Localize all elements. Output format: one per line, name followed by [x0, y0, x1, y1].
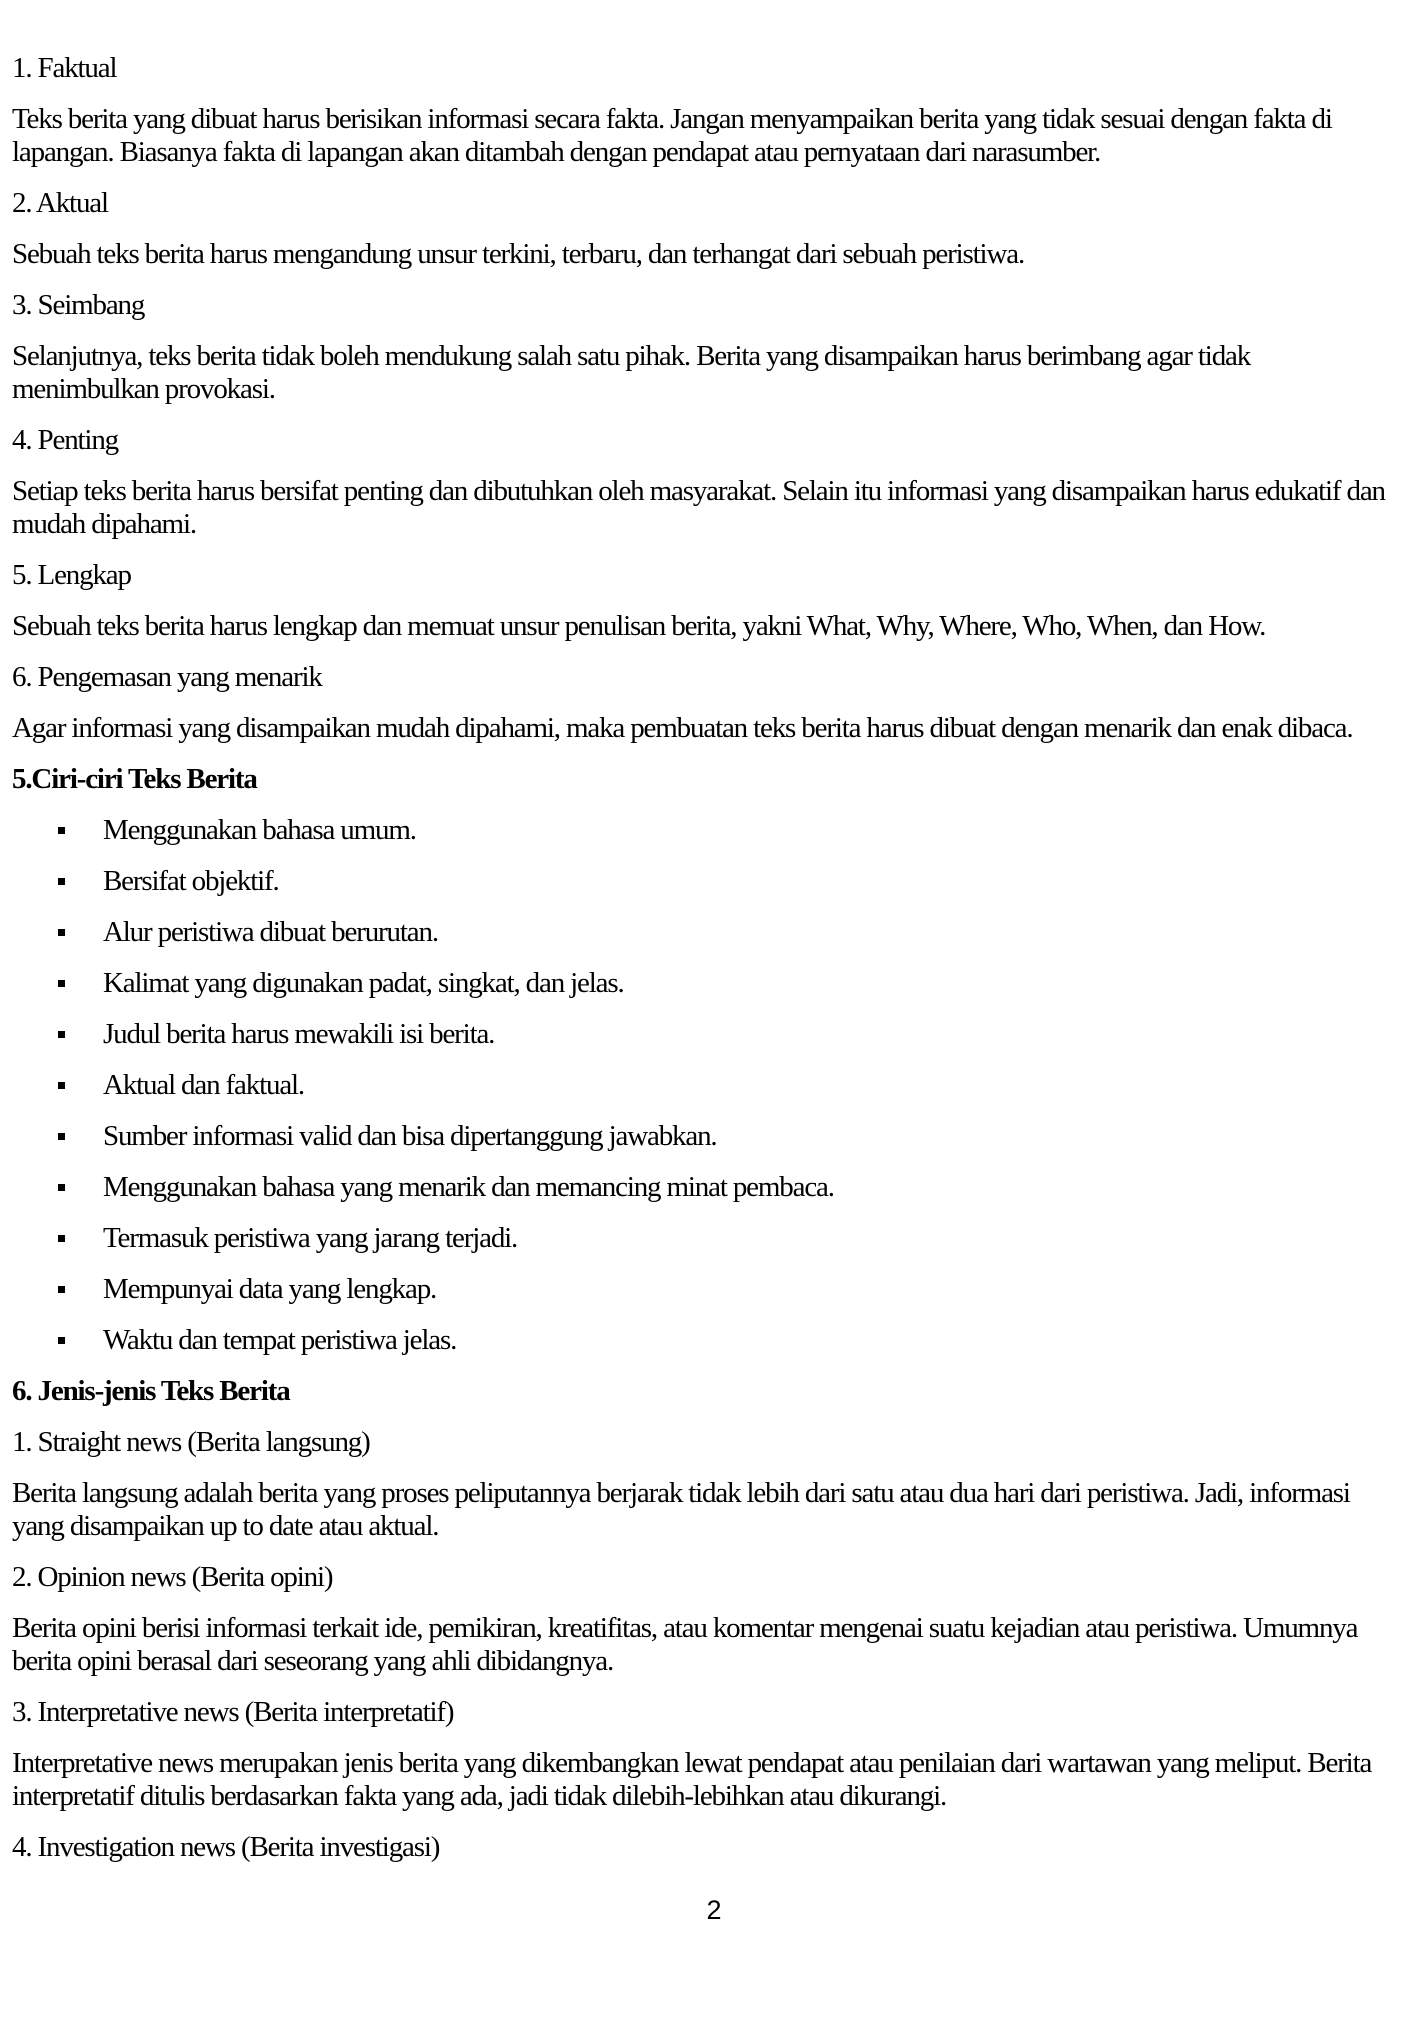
ciri-bullet-list	[12, 814, 1402, 1357]
bullet-item: Menggunakan bahasa yang menarik dan memancing minat pembaca.	[12, 1171, 1402, 1204]
bullet-item: Menggunakan bahasa umum.	[12, 814, 1402, 847]
news-type-body: Berita opini berisi informasi terkait ide, pemikiran, kreatifitas, atau komentar mengenai suatu kejadian atau peristiwa. Umumnya berita opini berasal dari seseorang yang ahli dibidangnya.	[12, 1612, 1358, 1677]
bullet-item: Kalimat yang digunakan padat, singkat, dan jelas.	[12, 967, 1402, 1000]
bullet-item: Mempunyai data yang lengkap.	[12, 1273, 1402, 1306]
criteria-item-body: Teks berita yang dibuat harus berisikan informasi secara fakta. Jangan menyampaikan berita yang tidak sesuai dengan fakta di lapangan. Biasanya fakta di lapangan akan ditambah dengan pendapat atau pernyataan dari narasumber.	[12, 103, 1332, 168]
bullet-item: Bersifat objektif.	[12, 865, 1402, 898]
criteria-item-body: Agar informasi yang disampaikan mudah dipahami, maka pembuatan teks berita harus dibuat dengan menarik dan enak dibaca.	[12, 712, 1353, 744]
bullet-item: Waktu dan tempat peristiwa jelas.	[12, 1324, 1402, 1357]
news-type-title: 1. Straight news (Berita langsung)	[12, 1426, 370, 1458]
bullet-item: Judul berita harus mewakili isi berita.	[12, 1018, 1402, 1051]
news-type-body: Berita langsung adalah berita yang proses peliputannya berjarak tidak lebih dari satu atau dua hari dari peristiwa. Jadi, informasi yang disampaikan up to date atau aktual.	[12, 1477, 1350, 1542]
criteria-item-title: 4. Penting	[12, 424, 119, 456]
criteria-item-title: 1. Faktual	[12, 52, 117, 84]
news-type-title: 3. Interpretative news (Berita interpretatif)	[12, 1696, 454, 1728]
criteria-item-title: 5. Lengkap	[12, 559, 131, 591]
criteria-item-body: Setiap teks berita harus bersifat penting dan dibutuhkan oleh masyarakat. Selain itu informasi yang disampaikan harus edukatif dan mudah dipahami.	[12, 475, 1385, 540]
ciri-section-heading: 5.Ciri-ciri Teks Berita	[12, 763, 257, 795]
bullet-item: Termasuk peristiwa yang jarang terjadi.	[12, 1222, 1402, 1255]
news-type-body: Interpretative news merupakan jenis berita yang dikembangkan lewat pendapat atau penilaian dari wartawan yang meliput. Berita interpretatif ditulis berdasarkan fakta yang ada, jadi tidak dilebih-lebihkan atau dikurangi.	[12, 1747, 1372, 1812]
news-type-title: 2. Opinion news (Berita opini)	[12, 1561, 333, 1593]
criteria-item-body: Selanjutnya, teks berita tidak boleh mendukung salah satu pihak. Berita yang disampaikan harus berimbang agar tidak menimbulkan provokasi.	[12, 340, 1251, 405]
page-number: 2	[706, 1895, 722, 1925]
criteria-item-title: 6. Pengemasan yang menarik	[12, 661, 322, 693]
news-type-title: 4. Investigation news (Berita investigasi)	[12, 1831, 440, 1863]
criteria-item-body: Sebuah teks berita harus lengkap dan memuat unsur penulisan berita, yakni What, Why, Where, Who, When, dan How.	[12, 610, 1266, 642]
bullet-item: Aktual dan faktual.	[12, 1069, 1402, 1102]
bullet-item: Sumber informasi valid dan bisa dipertanggung jawabkan.	[12, 1120, 1402, 1153]
jenis-section-heading: 6. Jenis-jenis Teks Berita	[12, 1375, 290, 1407]
criteria-item-body: Sebuah teks berita harus mengandung unsur terkini, terbaru, dan terhangat dari sebuah peristiwa.	[12, 238, 1025, 270]
criteria-item-title: 3. Seimbang	[12, 289, 145, 321]
bullet-item: Alur peristiwa dibuat berurutan.	[12, 916, 1402, 949]
criteria-item-title: 2. Aktual	[12, 187, 108, 219]
